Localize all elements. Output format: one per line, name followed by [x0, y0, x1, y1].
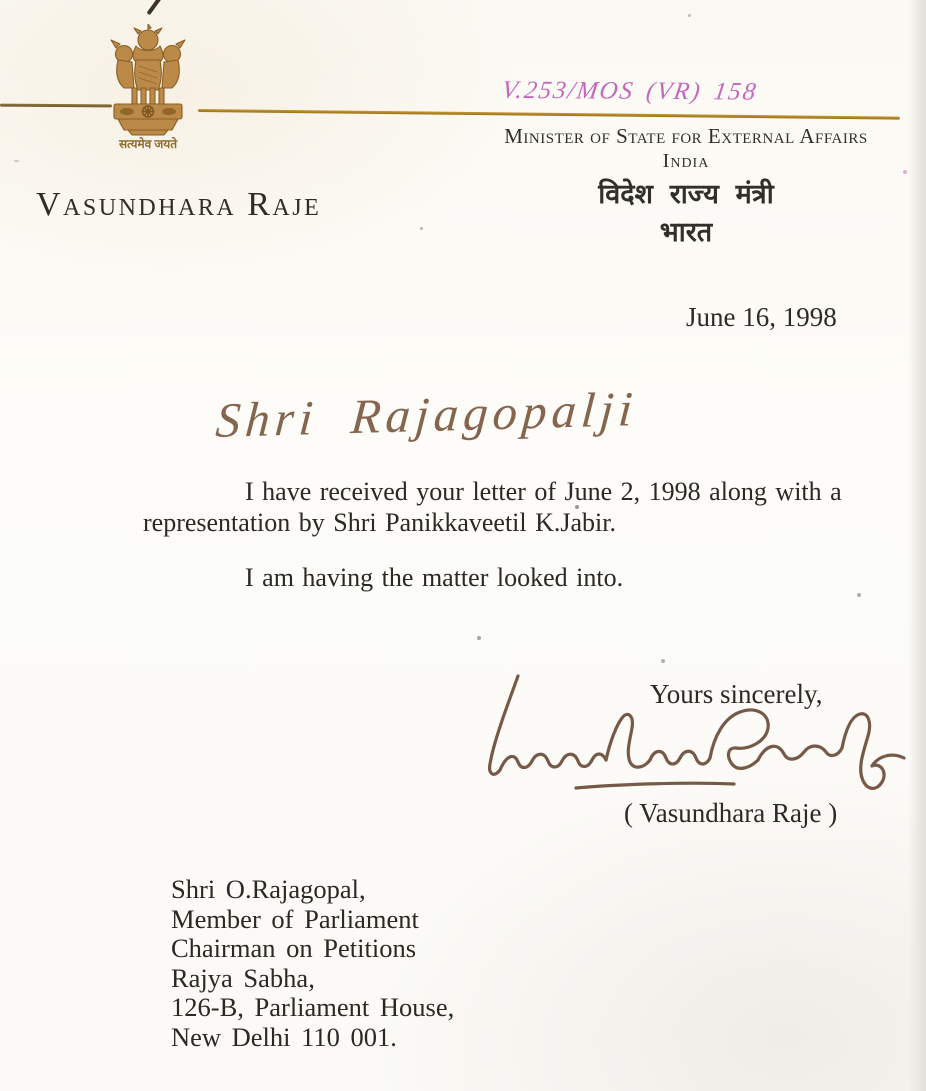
letterhead-rule-left — [0, 104, 112, 108]
scan-speck — [14, 160, 19, 162]
scan-speck — [688, 14, 691, 17]
typed-signatory-name: ( Vasundhara Raje ) — [624, 798, 838, 828]
body-paragraph-1 — [143, 476, 842, 538]
recipient-line: New Delhi 110 001. — [171, 1021, 397, 1052]
letter-date: June 16, 1998 — [686, 302, 837, 332]
body-line: I have received your letter of June 2, 1998 along with a — [245, 477, 842, 506]
scan-mark — [147, 0, 162, 15]
body-line: representation by Shri Panikkaveetil K.Jabir. — [143, 508, 617, 537]
closing-phrase: Yours sincerely, — [650, 679, 823, 709]
country-hindi: भारत — [659, 217, 713, 247]
recipient-address-block — [171, 875, 454, 1052]
recipient-line: Member of Parliament — [171, 903, 419, 934]
handwritten-salutation: Shri Rajagopalji — [213, 381, 640, 448]
recipient-line: Chairman on Petitions — [171, 933, 417, 963]
office-title-block — [500, 124, 872, 249]
emblem-motto: सत्यमेव जयते — [118, 137, 178, 151]
signature-handwriting — [480, 670, 920, 810]
country-en: India — [662, 150, 710, 172]
recipient-line: Shri O.Rajagopal, — [171, 874, 366, 904]
ashoka-emblem-icon — [104, 24, 192, 136]
recipient-line: 126-B, Parliament House, — [171, 992, 455, 1022]
scan-edge-shadow — [908, 0, 926, 1091]
office-title-en: Minister of State for External Affairs — [504, 124, 868, 148]
office-title-hindi: विदेश राज्य मंत्री — [598, 179, 774, 209]
letterhead-rule-right — [198, 109, 900, 120]
body-paragraph-2 — [143, 562, 623, 593]
scan-speck — [903, 170, 907, 174]
scan-speck — [420, 227, 423, 230]
handwritten-file-number: V.253/MOS (VR) 158 — [500, 76, 760, 106]
body-line: I am having the matter looked into. — [245, 563, 624, 592]
scan-speck — [857, 593, 861, 597]
scan-speck — [661, 659, 665, 663]
scan-speck — [477, 636, 481, 640]
sender-name: Vasundhara Raje — [36, 186, 322, 223]
recipient-line: Rajya Sabha, — [171, 962, 315, 993]
